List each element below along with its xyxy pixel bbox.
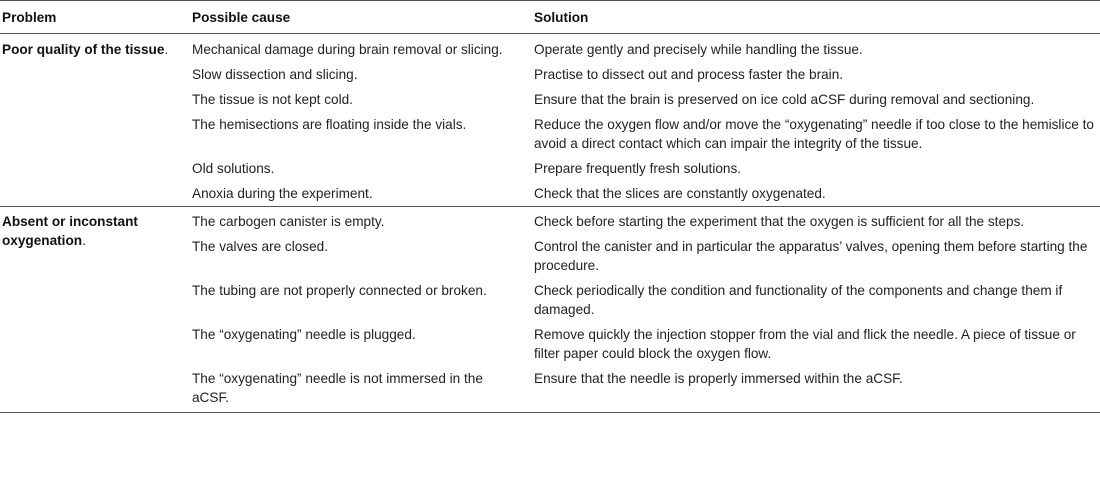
table-row xyxy=(0,207,1100,235)
solution-cell: Prepare frequently fresh solutions. xyxy=(534,161,742,176)
solution-cell: Ensure that the brain is preserved on ice cold aCSF during removal and sectioning. xyxy=(534,92,1035,107)
cause-cell: The valves are closed. xyxy=(192,239,329,254)
cause-cell: Old solutions. xyxy=(192,161,275,176)
cause-cell: The carbogen canister is empty. xyxy=(190,207,533,235)
problem-label: Poor quality of the tissue xyxy=(2,42,165,57)
table-header xyxy=(0,1,1100,34)
problem-label: Absent or inconstant oxygenation xyxy=(2,214,138,248)
solution-cell: Check before starting the experiment that the oxygen is sufficient for all the steps. xyxy=(533,207,1100,235)
header-problem: Problem xyxy=(0,1,190,34)
cause-cell: Anoxia during the experiment. xyxy=(192,186,373,201)
table-row xyxy=(0,34,1100,63)
cause-cell: Mechanical damage during brain removal or slicing. xyxy=(192,42,503,57)
problem-period: . xyxy=(164,42,169,57)
problem-cell xyxy=(0,207,190,413)
solution-cell: Ensure that the needle is properly immersed within the aCSF. xyxy=(533,366,1100,413)
solution-cell: Reduce the oxygen flow and/or move the “oxygenating” needle if too close to the hemislice to avoid a direct contact which can impair the integrity of the tissue. xyxy=(534,117,1094,151)
cause-cell: Slow dissection and slicing. xyxy=(192,67,358,82)
solution-cell: Check periodically the condition and functionality of the components and change them if damaged. xyxy=(534,283,1063,317)
cause-cell: The tissue is not kept cold. xyxy=(192,92,353,107)
solution-cell: Check that the slices are constantly oxygenated. xyxy=(534,186,826,201)
problem-period: . xyxy=(82,233,86,248)
header-solution: Solution xyxy=(533,1,1100,34)
solution-cell: Operate gently and precisely while handling the tissue. xyxy=(534,42,863,57)
cause-cell: The “oxygenating” needle is plugged. xyxy=(192,327,416,342)
table-body xyxy=(0,34,1100,413)
cause-cell: The hemisections are floating inside the vials. xyxy=(192,117,467,132)
problem-cell xyxy=(0,34,190,207)
cause-cell: The tubing are not properly connected or broken. xyxy=(192,283,487,298)
solution-cell: Remove quickly the injection stopper from the vial and flick the needle. A piece of tissue or filter paper could block the oxygen flow. xyxy=(534,327,1076,361)
solution-cell: Practise to dissect out and process faster the brain. xyxy=(534,67,844,82)
header-possible-cause: Possible cause xyxy=(190,1,533,34)
cause-cell: The “oxygenating” needle is not immersed in the aCSF. xyxy=(190,366,533,413)
solution-cell: Control the canister and in particular the apparatus’ valves, opening them before starting the procedure. xyxy=(534,239,1088,273)
